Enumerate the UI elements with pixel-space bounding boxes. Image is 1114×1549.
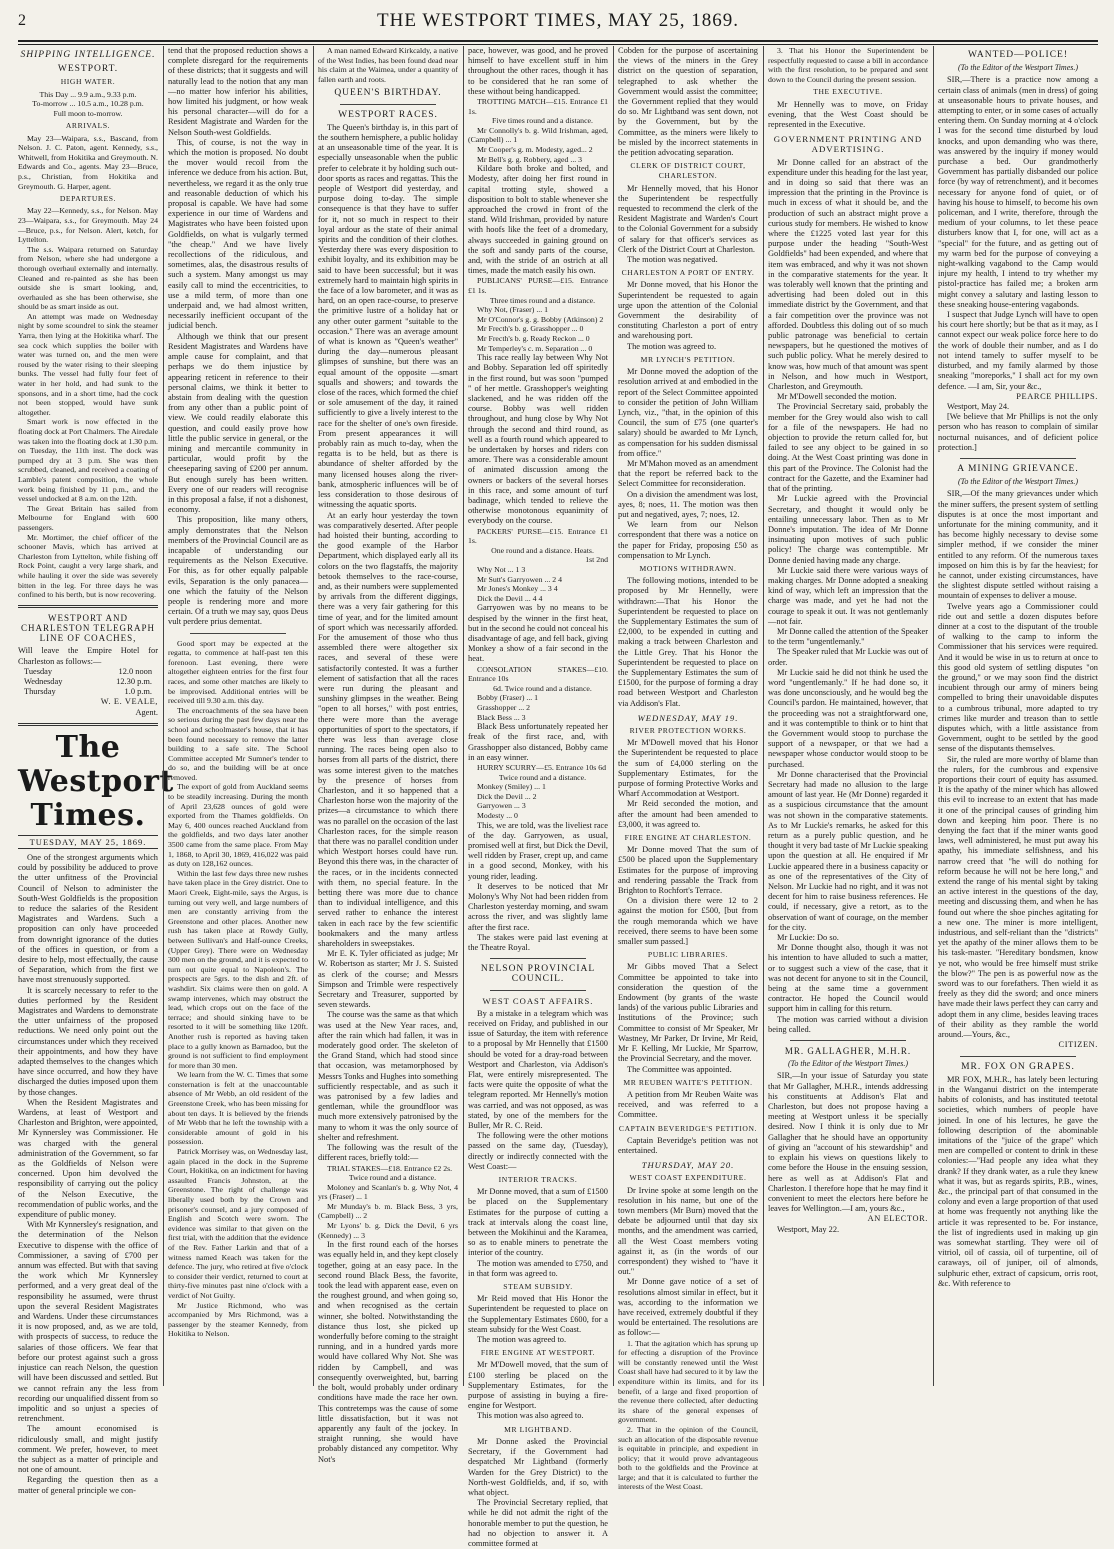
- shipping-paragraph: Mr. Mortimer, the chief officer of the schooner Mavis, which has arrived at Charleston from Lyttelton, while fishing off Rock Point, caught a very large shark, and while hauling it over the side was severely bitten in the leg. For three days he was confined to his berth, but is now recovering.: [18, 532, 158, 600]
- letter-signature: AN ELECTOR.: [867, 1214, 928, 1224]
- leader-paragraph: One of the strongest arguments which could by possibility be adduced to prove the utter unfitness of the Provincial Council of Nelson to administer the South-West Goldfields is the proposition to reduce the salaries of the Resident Magistrates and Wardens. Such a proposition can only have proceeded from downright ignorance of the duties of the offices in question, or from a desire to help, most effectually, the cause of Separation, which from the first we have most strenuously supported.: [18, 852, 158, 985]
- letter-subheading: (To the Editor of the Westport Times.): [957, 477, 1079, 487]
- arrivals-text: May 23—Waipara, s.s., Bascand, from Nelson. J. C. Paton, agent. Kennedy, s.s., Whitwell, from Hokitika and Greymouth. N. Edwards and Co., agents. May 23—Bruce, p.s., Christian, from Hokitika and Greymouth. G. Harper, agent.: [18, 133, 158, 191]
- letter-date: Westport, May 22.: [777, 1224, 840, 1234]
- council-paragraph: The motion was agreed to.: [627, 341, 717, 351]
- letter-paragraph: Sir, the ruled are more worthy of blame than the rulers, for the cumbrous and expensive proportions their court of equity has assumed. It is the apathy of the miner which has allowed this evil to increase to an extent that has made it one of the principal causes of grinding him down and keeping him poor. There is no denying the fact that if the miner wants good laws, well administered, he must put away his apathy, his immediate selfishness, and his narrow creed that "he will do nothing for reform because he will not be here long," and extend the range of his mental sight by taking an active interest in the questions of the day, meeting and discussing them, and when he has found out where the shoe pinches agitating for a new one. The miner is more intelligent, industrious, and self-reliant than the "districts" yet the apathy of the miner allows them to be his task-master. "Hereditary bondsmen, know ye not, who would be free himself must strike the blow?" The pen is as powerful now as the sword was to our forefathers. Then wield it as freely as they did the sword; and once miners have made their laws perfect they can carry and adopt them in any clime, besides leaving traces of their ability as they ramble the world around.—Yours, &c.,: [938, 754, 1098, 1040]
- news-paragraph: We learn from the W. C. Times that some consternation is felt at the unaccountable absence of Mr Webb, an old resident of the Greenstone Creek, who has been missing for about ten days. It is believed by the friends of Mr Webb that he left the township with a considerable amount of gold in his possession.: [168, 1070, 308, 1147]
- subheading: CLERK OF DISTRICT COURT, CHARLESTON.: [630, 161, 746, 181]
- subheading: STEAM SUBSIDY.: [503, 1282, 573, 1292]
- council-paragraph: A petition from Mr Reuben Waite was received, and was referred to a Committee.: [618, 1089, 758, 1120]
- council-paragraph: Mr Reid seconded the motion, and after the amount had been amended to £3,000, it was agreed to.: [618, 799, 758, 829]
- column-divider: [313, 46, 314, 1386]
- government-printing-heading: GOVERNMENT PRINTING AND ADVERTISING.: [773, 134, 923, 155]
- race-result-line: Modesty ... 0: [477, 810, 518, 820]
- coach-row: [18, 677, 158, 687]
- news-paragraph: Good sport may be expected at the regatta, to commence at half-past ten this forenoon. Last evening, there were altogether eighteen entries for the first four races, and some other matches are likely to be improvised. Additional entries will be received till 9.30 a.m. this day.: [168, 638, 308, 706]
- letter-subheading: (To the Editor of the Westport Times.): [957, 63, 1079, 73]
- races-paragraph: The following was the result of the different races, briefly told:—: [318, 1143, 458, 1163]
- news-paragraph: Within the last few days three new rushes have taken place in the Grey district. One to Maori Creek, Eight-mile, says the Argus, is turning out very well, and large numbers of men are constantly arriving from the Greenstone and other places. Another new rush has taken place at Rowdy Gully, between Sullivan's and Half-ounce Creeks, (Upper Grey). There were on Wednesday 300 men on the ground, and it is expected to turn out quite equal to Napoleon's. The prospects are 5grs. to the dish and 2ft. of washdirt. Six claims were then on gold. A swamp intervenes, which may obstruct the lead, which crops out on the face of the terrace; and should sinking have to be resorted to it will be something like 120ft. Another rush is reported as having taken place to a gully known as Barnadoo, but the ground is not sufficient to find employment for more than 30 men.: [168, 868, 308, 1070]
- races-paragraph: This race really lay between Why Not and Bobby. Separation led off spiritedly in the first round, but was soon "pumped " of her mettle. Grasshopper's weighting slackened, and he was ridden off the course. Bobby was well ridden throughout, and hung close by Why Not through the second and third round, as well as a fourth round which appeared to be undertaken by horses and riders con amore. There was a considerable amount of animated discussion among the owners or backers of the several horses in this race, and some amount of turf badinage, which tended to relieve the otherwise monotonous equanimity of everybody on the course.: [468, 353, 608, 526]
- race-result-line: Why Not, (Fraser) ... 1: [477, 305, 549, 315]
- high-water-line: To-morrow ... 10.5 a.m., 10.28 p.m.: [32, 99, 144, 109]
- council-paragraph: On a division the amendment was lost, ayes, 8; noes, 11. The motion was then put and negatived, ayes, 7; noes, 12.: [618, 489, 758, 519]
- council-paragraph: Mr Luckie agreed with the Provincial Secretary, and thought it would only be entailing unnecessary labor. Then as to Mr Donne's imputation. The idea of Mr Donne insinuating upon motives of such public policy! The charge was contemptible. Mr Donne denied having made any charge.: [768, 494, 928, 565]
- council-paragraph: Mr Donne called the attention of the Speaker to the term "ungentlemanly.": [768, 626, 928, 647]
- news-paragraph: A man named Edward Kirkcaldy, a native of the West Indies, has been found dead near his claim at the Waimea, under a quantity of fallen earth and roots.: [318, 46, 458, 84]
- letter-paragraph: SIR,—In your issue of Saturday you state that Mr Gallagher, M.H.R., intends addressing his constituents at Addison's Flat and Charleston, but does not propose having a meeting at Westport unless it be specially desired. Now I think it is only due to Mr Gallagher that he should have an opportunity of giving an "account of his stewardship" and to explain his views on questions likely to come before the House in the ensuing session, here as well as at Addison's Flat and Charleston. I therefore hope that he may find it convenient to meet the electors here before he leaves for Wellington.—I am, yours &c.,: [768, 1071, 928, 1214]
- mining-grievance-heading: A MINING GRIEVANCE.: [957, 463, 1079, 474]
- council-paragraph: On a division there were 12 to 2 against the motion for £500, [but from the rough memoranda which we have received, there seems to have been some smaller sum passed.]: [618, 896, 758, 947]
- council-paragraph: Mr M'Dowell moved, that the sum of £100 sterling be placed on the Supplementary Estimates, for the purpose of assisting in buying a fire-engine for Westport.: [468, 1360, 608, 1411]
- council-paragraph: The motion was carried without a division being called.: [768, 1014, 928, 1034]
- westport-subheading: WESTPORT.: [57, 64, 119, 75]
- council-paragraph: Mr Donne moved, that his Honor the Superintendent be requested to again urge upon the attention of the Colonial Government the desirability of constituting Charleston a port of entry and warehousing port.: [618, 280, 758, 341]
- council-paragraph: Mr Luckie said there were various ways of making charges. Mr Donne adopted a sneaking kind of way, which left an impression that the charge was made, and yet he had not the courage to speak it out. It was not gentlemanly—not fair.: [768, 565, 928, 626]
- shipping-paragraph: An attempt was made on Wednesday night by some scoundrel to sink the steamer Yarra, then lying at the Hokitika wharf. The sea cock which supplies the boiler with water was turned on, and the men were roused by the water rising to their sleeping bunks. The vessel had fully four feet of water in her hold, and had sunk to the sponsons, and in a short time, had the cock not been stopped, would have sunk altogether.: [18, 311, 158, 417]
- council-paragraph: Mr Donne gave notice of a set of resolutions almost similar in effect, but it was, according to the information we have received, extremely doubtful if they would be entertained. The resolutions are as follow:—: [618, 1277, 758, 1338]
- column-3: [318, 46, 459, 1464]
- race-result-line: Mr Lyons' b. g. Dick the Devil, 6 yrs (Kennedy) ... 3: [318, 1221, 458, 1240]
- leader-paragraph: When the Resident Magistrates and Wardens, at least of Westport and Charleston and Brighton, were appointed, Mr Kynnersley was Commissioner. He was charged with the general administration of the Government, so far as the Goldfields of Nelson were concerned. Upon him devolved the responsibility of carrying out the policy of the Nelson Executive, the recommendation of public works, and the expenditure of public money.: [18, 1097, 159, 1220]
- letter-paragraph: SIR,—Of the many grievances under which the miner suffers, the present system of settling disputes is at once the most important and unfortunate for the mining community, and it has become highly necessary to devise some simpler method, if we consider the miner entitled to any reform. Of the numerous taxes imposed on him this is by far the heaviest; for he cannot, under existing circumstances, have the slightest dispute settled without raising a mountain of expenses to deliver a mouse.: [938, 489, 1098, 601]
- races-paragraph: In the first round each of the horses was equally held in, and they kept closely together, going at an easy pace. In the second round Black Bess, the favorite, took the lead with apparent ease, even on the roughest ground, and when going so, and when recognised as the certain winner, she bolted. Notwithstanding the distance thus lost, she picked up wonderfully before coming to the straight running, and in a hundred yards more would have collared Why Not. She was ridden by Campbell, and was consequently overweighted, but, barring the bolt, would probably under ordinary conditions have made the race her own. This contretemps was the cause of some little dissatisfaction, but it was not apparently any fault of the jockey. In straight running, she would have probably distanced any competitor. Why Not's: [318, 1240, 459, 1464]
- date-heading: THURSDAY, MAY 20.: [641, 1160, 735, 1171]
- letter-paragraph: I suspect that Judge Lynch will have to open his court here shortly; but be that as it may, as I cannot expect our weak police force here to do the work of double their number, and as I do not intend tamely to suffer myself to be disturbed, and my family alarmed by those sneaking "moreporks," I shall act for my own defence. —I am, Sir, your &c.,: [938, 310, 1098, 391]
- masthead: The Westport Times.: [18, 729, 174, 833]
- provincial-council-heading: NELSON PROVINCIAL COUNCIL.: [480, 964, 596, 985]
- council-paragraph: 3. That his Honor the Superintendent be respectfully requested to cause a bill in accordance with the first resolution, to be prepared and sent down to the Council during the present session.: [768, 46, 928, 84]
- race-result-line: Dick the Devil ... 4 4: [477, 593, 543, 603]
- council-paragraph: Mr Hennelly moved, that his Honor the Superintendent be respectfully requested to recommend the clerk of the Resident Magistrate and Warden's Court to the Colonial Government for a subsidy of salary for that officer's services as Clerk of the District Court at Charleston.: [618, 183, 758, 254]
- section-rule: [490, 990, 586, 991]
- column-7: [938, 46, 1098, 1386]
- race-result-line: Garryowen ... 3: [477, 801, 526, 811]
- news-paragraph: Mr Justice Richmond, who was accompanied by Mrs Richmond, was a passenger by the steamer Kennedy, from Hokitika to Nelson.: [168, 1300, 308, 1339]
- race-result-line: TRIAL STAKES—£18. Entrance £2 2s.: [327, 1163, 453, 1173]
- shipping-heading: SHIPPING INTELLIGENCE.: [20, 50, 156, 60]
- council-paragraph: Mr M'Dowell moved that his Honor the Superintendent be requested to place the sum of £4,000 sterling on the Supplementary Estimates, for the purpose of forming Protective Works and Wharf Accommodation at Westport.: [618, 738, 758, 799]
- race-result-line: Twice round and a distance.: [498, 772, 587, 782]
- letter-paragraph: Twelve years ago a Commissioner could ride out and settle a dozen disputes before dinner at a cost to the disputant of the trouble of walking to the camp to inform the Commissioner that his services were required. And it would be wise in us to return at once to this good old system of settling disputes "on the ground," or we may soon find the district incubient through our army of miners being compelled to bring their unavoidable disputes to a cumbrous tribunal, more adapted to try crimes like murder and treason than to settle disputes which, with a little assistance from Government, ought to be settled by the good sense of the disputants themselves.: [938, 601, 1098, 754]
- council-paragraph: The Speaker ruled that Mr Luckie was out of order.: [768, 647, 928, 667]
- coach-time: 12.0 noon: [118, 666, 152, 676]
- council-paragraph: Mr Donne characterised that the Provincial Secretary had made no allusion to the large amount of last year. He (Mr Donne) regarded it as a suspicious circumstance that the amount was not shown in the comparative statements. As to Mr Luckie's remarks, he asked for this return as a purely public question, and he thought it very bad taste of Mr Luckie speaking upon the question at all. He enquired if Mr Luckie appeared there in a business capacity or as one of the representatives of the City of Nelson. Mr Luckie had no right, and it was not decent for him to raise business references. He could, if necessary, give a retort, as to the observation of want of courage, on the member for the city.: [768, 769, 928, 932]
- races-paragraph: Kildare both broke and bolted, and Modesty, after doing her first round in capital trotting style, showed a disposition to bolt to stable whenever she approached the crowd in front of the stand. Wild Irishman, provided by nature with hoofs like the feet of a dromedary, always succeeded in gaining ground on the soft and sandy parts of the course, and, with the stride of an ostrich at all times, made the match easily his own.: [468, 164, 608, 276]
- subheading: MOTIONS WITHDRAWN.: [639, 563, 737, 573]
- council-paragraph: By a mistake in a telegram which was received on Friday, and published in our issue of Saturday, the item with reference to a proposal by Mr Hennelly that £1500 should be voted for a dray-road between Westport and Charleston, via Addison's Flat, were entirely misrepresented. The facts were quite the opposite of what the telegram reported. Mr Hennelly's motion was carried, and was not opposed, as was stated, by one of the members for the Buller, Mr R. C. Reid.: [468, 1008, 608, 1130]
- coach-time: 12.30 p.m.: [116, 676, 152, 686]
- leader-paragraph: This proposition, like many others, amply demonstrates that the Nelson members of the Provincial Council are as incapable of understanding our requirements as the Nelson Executive. For this, as for other equally palpable evils, Separation is the only panacea—one which the fatuity of the Nelson people is rendering more and more certain. Of a truth we may say, quos Deus vult perdere prius dementat.: [168, 515, 308, 627]
- council-paragraph: 1. That the agitation which has sprung up for effecting a disruption of the Province will be constantly renewed until the West Coast shall have had secured to it by law the expenditure within its limits, and for its benefit, of a large and fixed proportion of the revenue there collected, after deducting its share of the general expenses of government.: [618, 1338, 758, 1425]
- west-coast-affairs-heading: WEST COAST AFFAIRS.: [482, 995, 594, 1006]
- race-result-line: Moloney and Scanlan's b. g. Why Not, 4 yrs (Fraser) ... 1: [318, 1182, 458, 1202]
- council-paragraph: The Provincial Secretary replied, that while he did not admit the right of the honorable member to put the question, he had no objection to answer it. A committee formed at: [468, 1498, 608, 1548]
- race-result-line: Mr Temperley's c. m. Separation ... 0: [477, 343, 593, 353]
- column-divider: [163, 46, 164, 1386]
- letter-signature: PEARCE PHILLIPS.: [1016, 391, 1098, 401]
- council-paragraph: The Provincial Secretary said, probably the member for the Grey would also wish to call for a file of the newspapers. He had no objection to provide the return called for, but failed to see any object to be gained in so doing. At the West Coast printing was done in this part of the Province. The Colonist had the contract for the Gazette, and the Examiner had that of the printing.: [768, 402, 928, 494]
- council-paragraph: 2. That in the opinion of the Council, such an allocation of the disposable revenue is equitable in principle, and expedient in policy; that it would prove advantageous both to the goldfields and the Province at large; and that it is calculated to further the interests of the West Coast.: [618, 1424, 758, 1492]
- council-paragraph: This motion was also agreed to.: [477, 1411, 584, 1421]
- race-result-line: Mr Bell's g. g. Robbery, aged ... 3: [477, 154, 583, 164]
- race-result-line: Grasshopper ... 2: [477, 702, 531, 712]
- column-6: [768, 46, 928, 1386]
- dateline: TUESDAY, MAY 25, 1869.: [18, 835, 158, 849]
- race-result-line: Mr Frecth's b. g. Ready Reckon ... 0: [477, 333, 590, 343]
- races-paragraph: The course was the same as that which was used at the New Year races, and, after the rain which had fallen, it was in moderately good order. The skeleton of the Grand Stand, which had stood since that occasion, was metamorphosed by Messrs Tonks and Hughes into something sufficiently respectable, and as such it was patronised by a few ladies and gentleman, while the groundfloor was much more extensively patronised by the many to whom it was the only source of shelter and refreshment.: [318, 1010, 459, 1142]
- column-5: [618, 46, 758, 1492]
- leader-paragraph: With Mr Kynnersley's resignation, and the determination of the Nelson Executive to dispense with the office of Commissioner, a saving of £700 per annum was effected. But with that saving the work which Mr Kynnersley performed, and a very great deal of the responsibility he assumed, were thrust upon the several Resident Magistrates and Wardens. Under these circumstances it is now proposed, and, as we are told, with prospects of success, to reduce the salaries of those officers. We fear that before our protest against such a gross injustice can reach Nelson, the question will have been discussed and settled. But we cannot refrain any the less from recording our unqualified dissent from so impolitic and so unjust a species of retrenchment.: [18, 1220, 158, 1424]
- council-paragraph: We learn from our Nelson correspondent that there was a notice on the paper for Friday, proposing £50 as compensation to Mr Lynch.: [618, 520, 758, 560]
- page-header: [18, 6, 1098, 38]
- leader-paragraph: tend that the proposed reduction shows a complete disregard for the requirements of these districts; that it suggests and will naturally lead to the notion that any man—no matter how inferior his abilities, how limited his judgment, or how weak his personal character—will do for a Resident Magistrate and Warden for the Nelson South-west Goldfields.: [168, 46, 308, 137]
- subheading: CHARLESTON A PORT OF ENTRY.: [621, 268, 755, 278]
- council-paragraph: Mr Luckie: Do so.: [777, 933, 839, 943]
- date-heading: WEDNESDAY, MAY 19.: [637, 712, 739, 723]
- departures-text: May 22—Kennedy, s.s., for Nelson. May 23—Waipara, s.s., for Greymouth. May 24—Bruce, p.s., for Nelson. Alert, ketch, for Lyttelton.: [18, 206, 158, 245]
- leader-paragraph: It is scarcely necessary to refer to the duties performed by the Resident Magistrates and Wardens to demonstrate the utter unfairness of the proposed reductions. We need only point out the circumstances under which they received their appointments, and how they have adapted themselves to the changes which have since occurred, and how they have discharged the duties imposed upon them by those changes.: [18, 985, 158, 1097]
- shipping-paragraph: The Great Britain has sailed from Melbourne for England with 600 passengers.: [18, 503, 158, 532]
- westport-races-heading: WESTPORT RACES.: [338, 109, 438, 120]
- section-rule: [18, 723, 158, 726]
- race-result-line: TROTTING MATCH—£15. Entrance £1 1s.: [468, 97, 608, 116]
- subheading: FIRE ENGINE AT CHARLESTON.: [624, 833, 752, 843]
- subheading: INTERIOR TRACKS.: [498, 1175, 578, 1185]
- section-rule: [490, 958, 586, 959]
- council-paragraph: Mr Donne thought also, though it was not his intention to have alluded to such a matter, or to suggest such a view of the case, that it was not decent for anyone to sit in the Council, being at the same time a government contractor. He hoped the Council would support him in calling for this return.: [768, 943, 928, 1014]
- section-rule: [790, 1040, 906, 1041]
- arrivals-heading: ARRIVALS.: [65, 121, 111, 131]
- council-paragraph: Captain Beveridge's petition was not entertained.: [618, 1135, 758, 1155]
- coach-time: 1.0 p.m.: [124, 687, 152, 697]
- article-paragraph: MR FOX, M.H.R., has lately been lecturing in the Wanganui district on the intemperate habits of colonists, and has instituted teetotal societies, which numbers of people have joined. In one of his lectures, he gave the following description of the abominable imitations of the "juice of the grape" which men are compelled or content to drink in these colonies:—"Had people any idea what they drank? If they drank water, as a rule they knew what it was, but as regards spirits, P.B., wines, &c., the principal part of that consumed in the colony and even a large proportion of that used at home was frequently not anything like the article it was represented to be. For instance, the list of ingredients used in making up gin was somewhat startling. They were oil of vitriol, oil of cassia, oil of turpentine, oil of caraways, oil of juniper, oil of almonds, sulphuric ether, extract of capsicum, orris root, &c. With reference to: [938, 1074, 1098, 1288]
- column-2: [168, 46, 308, 1386]
- section-rule: [960, 1056, 1076, 1057]
- council-paragraph: Mr Donne moved That the sum of £500 be placed upon the Supplementary Estimates for the purpose of improving and rendering passable the Track from Brighton to Rochfort's Terrace.: [618, 845, 758, 896]
- section-rule: [190, 633, 286, 634]
- race-result-line: Mr Connolly's b. g. Wild Irishman, aged, (Campbell) ... 1: [468, 125, 608, 145]
- subheading: THE EXECUTIVE.: [813, 87, 883, 97]
- leader-paragraph: Although we think that our present Resident Magistrates and Wardens have ample cause for complaint, and that perhaps we do them injustice by appearing reticent in reference to their personal claims, we think it better to abstain from dealing with the question from any other than a public point of view. We could readily elaborate this question, and could easily prove how little the public service in general, or the mining and mercantile community in particular, would profit by the cheeseparing saving of £200 per annum. But enough surely has been written. Every one of our readers will recognise in this proposal a false, if not a dishonest, economy.: [168, 331, 308, 515]
- race-result-line: 6d. Twice round and a distance.: [493, 683, 592, 693]
- council-paragraph: The motion was negatived.: [627, 255, 718, 265]
- column-1: [18, 46, 174, 1495]
- shipping-paragraph: Smart work is now effected in the floating dock at Port Chalmers. The Airedale was taken into the floating dock at 1.30 p.m. on Tuesday, the 11th inst. The dock was pumped dry at 3 p.m. She was then scrubbed, cleaned, and received a coating of Lamble's patent composition, the whole work being finished by 11 p.m., and the vessel undocked at 8 a.m. on the 12th.: [18, 417, 158, 504]
- column-divider: [933, 46, 934, 1386]
- council-paragraph: The following were the other motions passed on the same day, (Tuesday), directly or indirectly connected with the West Coast:—: [468, 1131, 608, 1171]
- race-result-line: Mr Frecth's b. g. Grasshopper ... 0: [477, 324, 584, 334]
- coach-agent: Agent.: [135, 707, 158, 717]
- race-result-line: CONSOLATION STAKES—£10. Entrance 10s: [468, 664, 608, 684]
- council-paragraph: Mr Donne asked the Provincial Secretary, if the Government had despatched Mr Lightband (formerly Warden for the Grey District) to the North-west Goldfields, and, if so, with what object.: [468, 1436, 608, 1497]
- subheading: MR REUBEN WAITE'S PETITION.: [623, 1077, 753, 1087]
- page-number: 2: [18, 12, 26, 29]
- council-paragraph: The following motions, intended to be proposed by Mr Hennelly, were withdrawn:—That his Honor the Superintendent be requested to place on the Supplementary Estimates the sum of £2,000, to be expended in cutting and making a track between Charleston and the Little Grey. That his Honor the Superintendent be requested to place on the Supplementary Estimates the sum of £1500, for the purpose of forming a dray road between Westport and Charleston via Addison's Flat.: [618, 576, 758, 708]
- high-water-line: Full moon to-morrow.: [53, 108, 123, 118]
- leader-paragraph: This, of course, is not the way in which the motion is proposed. No doubt the mover would recoil from the inference we deduce from his action. But, nevertheless, we regard it as the only true and reasonable deduction of which his proposal is capable. We have had some experience in our time of Wardens and Magistrates who have been foisted upon Goldfields, on what is vulgarly termed "the cheap." And we have lively recollections of the ridiculous, and sometimes, alas, the disastrous results of such a system. Many amongst us may easily call to mind the eccentricities, to use a mild term, of more than one underpaid and, we had almost written, necessarily inefficient occupant of the judicial bench.: [168, 137, 308, 331]
- coach-advert-text: Will leave the Empire Hotel for Charleston as follows:—: [18, 646, 158, 666]
- subheading: CAPTAIN BEVERIDGE'S PETITION.: [618, 1123, 758, 1133]
- subheading: MR LIGHTBAND.: [504, 1424, 572, 1434]
- race-result-line: PACKERS' PURSE—£15. Entrance £1 1s.: [468, 526, 608, 546]
- letter-subheading: (To the Editor of the Westport Times.): [787, 1059, 909, 1069]
- coach-row: [18, 667, 158, 677]
- council-paragraph: Mr Luckie said he did not think he used the word "ungentlemanly." If he had done so, it was done unconsciously, and he would beg the Council's pardon. He maintained, however, that the proceeding was not a straightforward one, and it was contemptible to think or to hint that the Government would stoop to purchase the support of a newspaper, or that we had a newspaper whose conductor would stoop to be purchased.: [768, 667, 928, 769]
- leader-paragraph: Regarding the question then as a matter of general principle we con-: [18, 1475, 158, 1495]
- letter-paragraph: SIR,—There is a practice now among a certain class of animals (men in dress) of going at unseasonable hours to private houses, and attempting to enter, or in some cases of actually entering them. On Sunday morning at 4 o'clock I was for the second time disturbed by loud knocks, and upon demanding who was there, was answered by the inquiry if money would purchase a bed. Our grandmotherly Government has partially disbanded our police force (by way of retrenchment), and it becomes necessary for anyone fond of quiet, or of having his house to himself, to become his own policeman, and I write, therefore, through the medium of your columns, to let these peace disturbers know that I, for one, will act as a "special" for the future, and as getting out of my warm bed for the purpose of conveying a night-walking vagabond to the Camp would injure my health, I intend to try whether my pistol-practice has failed me; a broken arm might convey a salutary and lasting lesson to these sneaking house-entering vagabonds.: [938, 75, 1098, 309]
- council-paragraph: Mr Reid moved that His Honor the Superintendent be requested to place on the Supplementary Estimates £600, for a steam subsidy for the West Coast.: [468, 1294, 608, 1334]
- subheading: RIVER PROTECTION WORKS.: [629, 726, 747, 735]
- shipping-paragraph: The s.s. Waipara returned on Saturday from Nelson, where she had undergone a thorough overhaul externally and internally. Cleaned and re-painted as she has been outside she is smart looking, and, overhauled as she has been otherwise, she should be as smart inside as out.: [18, 244, 158, 312]
- coach-signature: W. E. VEALE,: [100, 697, 158, 707]
- coach-day: Tuesday: [24, 666, 53, 676]
- race-result-line: HURRY SCURRY—£5. Entrance 10s 6d: [477, 762, 607, 772]
- news-paragraph: The export of gold from Auckland seems to be steadily increasing. During the month of April 23,628 ounces of gold were exported from the Thames goldfields. On May 6, 400 ounces reached Auckland from the goldfields, and two days later another 3500 came from the same place. From May 1, 1868, to April 30, 1869, 416,022 was paid as duty on 128,162 ounces.: [168, 782, 308, 869]
- race-result-line: 1st 2nd: [585, 555, 608, 565]
- race-result-line: Twice round and a distance.: [348, 1173, 437, 1183]
- newspaper-title: THE WESTPORT TIMES, MAY 25, 1869.: [377, 10, 739, 31]
- race-result-line: PUBLICANS' PURSE—£15. Entrance £1 1s.: [468, 276, 608, 295]
- subheading: PUBLIC LIBRARIES.: [647, 950, 729, 960]
- council-paragraph: Mr M'Dowell seconded the motion.: [777, 392, 897, 402]
- race-result-line: Mr Munday's b. m. Black Bess, 3 yrs, (Campbell) ... 2: [318, 1201, 458, 1221]
- council-paragraph: Cobden for the purpose of ascertaining the views of the miners in the Grey district on the question of separation, telegraphed to ask whether the Government would assist the committee; the Government replied that they would do so. Mr Lightband was sent down, not by the Government, but by the Committee, as the miners were likely to be misled by the incorrect statements in the petition advocating separation.: [618, 46, 758, 158]
- race-result-line: Five times round and a distance.: [492, 116, 593, 126]
- subheading: WEST COAST EXPENDITURE.: [629, 1173, 747, 1183]
- coach-day: Thursday: [24, 687, 56, 697]
- subheading: FIRE ENGINE AT WESTPORT.: [480, 1348, 596, 1358]
- letter-date: Westport, May 24.: [947, 401, 1010, 411]
- council-paragraph: Mr Gibbs moved That a Select Committee be appointed to take into consideration the question of the Endowment (by grants of the waste lands) of the various public Libraries and Institutions of the Province; such Committee to consist of Mr Speaker, Mr Wastney, Mr Parker, Dr Irvine, Mr Reid, Mr F. Kelling, Mr Luckie, Mr Sparrow, the Provincial Secretary, and the mover.: [618, 962, 758, 1064]
- races-paragraph: Black Bess unfortunately repeated her freak of the first race, and, with Grasshopper also distanced, Bobby came in an easy winner.: [468, 722, 608, 762]
- queens-birthday-heading: QUEEN'S BIRTHDAY.: [334, 88, 442, 99]
- council-paragraph: Mr Donne moved, that a sum of £1500 be placed on the Supplementary Estimates for the purpose of cutting a track at intervals along the coast line, between the Mokihinui and the Karamea, so as to enable miners to penetrate the interior of the country.: [468, 1187, 608, 1258]
- council-paragraph: Mr Donne called for an abstract of the expenditure under this heading for the last year, and in doing so said that there was an impression that the printing in the Province is much in excess of what it should be, and the production of such an abstract might prove a curious study for members. He wished to know where the £1225 voted last year for this purpose under the heading "South-West Goldfields" had been expended, and where that item was embraced, and why it was not shown in the comparative statements for the year. It was tolerably well known that the printing and advertising had been doled out in this immediate district by the Government, and that a fair competition over the province was not afforded. Doubtless this doling out of so much public patronage was beneficial to certain newspapers, but he questioned the motives of such public policy. What he merely desired to know was, how much of that amount was spent in Nelson, and how much in Westport, Charleston, and Greymouth.: [768, 157, 928, 392]
- header-rule: [18, 40, 1098, 45]
- gallagher-heading: MR. GALLAGHER, M.H.R.: [784, 1046, 912, 1057]
- race-result-line: Mr Jones's Monkey ... 3 4: [477, 584, 558, 594]
- fox-on-grapes-heading: MR. FOX ON GRAPES.: [961, 1061, 1075, 1072]
- council-paragraph: Mr Hennelly was to move, on Friday evening, that the West Coast should be represented in the Executive.: [768, 99, 928, 129]
- subheading: MR LYNCH'S PETITION.: [640, 354, 736, 364]
- coach-advert-heading: WESTPORT AND CHARLESTON TELEGRAPH LINE OF COACHES,: [21, 612, 155, 644]
- column-divider: [763, 46, 764, 1386]
- races-paragraph: At an early hour yesterday the town was comparatively deserted. After people had hoisted their bunting, according to the good example of the Harbor Department, which displayed early all its colors on the two flagstaffs, the majority betook themselves to the race-course, and, as their numbers were supplemented by arrivals from the different diggings, there was a very fair gathering for this time of year, and for the limited amount of sport which was necessarily afforded. For the amusement of those who thus assembled there were altogether six races, and several of these were satisfactorily contested. It was a further element of satisfaction that all the races were run during the pleasant and sunshiny glimpses in the weather. Being "open to all horses," with post entries, there were more than the average opportunities of sport to the spectators, if there was less than average close running. The races being open also to horses from all parts of the district, there was some interest given to the matches by the presence of horses from Charleston, and it so happened that a Charleston horse won the majority of the prizes—a circumstance to which there was no parallel on the occasion of the last Charleston races, for the simple reason that there was no parallel condition under which Westport horses could have run. Beyond this there was, in the character of the races, or in the incidents connected with them, no special feature. In the betting there was more due to chance than to individual intelligence, and this served rather to enhance the interest taken in each race by the few scientific bookmakers and the many artless shareholders in sweepstakes.: [318, 510, 459, 949]
- council-paragraph: Dr Irvine spoke at some length on the resolution in his name, but one of the town members (Mr Burn) moved that the debate be adjourned until that day six months, and the amendment was carried, all the West Coast members voting against it, as (in the words of our correspondent) they wished to "have it out.": [618, 1185, 758, 1277]
- council-paragraph: The motion was amended to £750, and in that form was agreed to.: [468, 1258, 608, 1278]
- races-paragraph: This, we are told, was the liveliest race of the day. Garryowen, as usual, promised well at first, but Dick the Devil, well ridden by Fraser, crept up, and came in a good second, Monkey, with his young rider, leading.: [468, 820, 608, 881]
- coach-row: [18, 687, 158, 697]
- editor-note: [We believe that Mr Phillips is not the only person who has reason to complain of similar nocturnal nuisances, and of deficient police protection.]: [938, 412, 1098, 452]
- race-result-line: Why Not ... 1 3: [477, 564, 526, 574]
- news-paragraph: The encroachments of the sea have been so serious during the past few days near the school and schoolmaster's house, that it has been found necessary to remove the latter building to a safe site. The School Committee accepted Mr Sumner's tender to do so, and the building will be at once removed.: [168, 705, 308, 782]
- council-paragraph: The motion was agreed to.: [477, 1335, 567, 1345]
- council-paragraph: Mr M'Mahon moved as an amendment that the report be referred back to the Select Committee for reconsideration.: [618, 458, 758, 489]
- column-divider: [463, 46, 464, 1386]
- section-rule: [340, 104, 436, 105]
- section-rule: [960, 458, 1076, 459]
- council-paragraph: The Committee was appointed.: [627, 1064, 732, 1074]
- races-paragraph: Mr E. K. Tyler officiated as judge; Mr W. Robertson as starter; Mr J. S. Suisted as clerk of the course; and Messrs Simpson and Trimble were respectively Secretary and Treasurer, supported by seven stewards.: [318, 949, 458, 1010]
- high-water-heading: HIGH WATER.: [60, 77, 116, 87]
- races-paragraph: The stakes were paid last evening at the Theatre Royal.: [468, 932, 608, 952]
- races-paragraph: It deserves to be noticed that Mr Molony's Why Not had been ridden from Charleston yesterday morning, and swam across the river, and was slightly lame after the first race.: [468, 881, 608, 932]
- news-paragraph: Patrick Morrisey was, on Wednesday last, again placed in the dock in the Supreme Court, Hokitika, on an indictment for having assaulted Francis Johnston, at the Greenstone. The right of challenge was liberally used both by the Crown and prisoner's counsel, and a jury composed of English and Scotch were sworn. The evidence was similar to that given on the first trial, with the addition that the evidence of the Rev. Father Larkin and that of a witness named Keach was taken for the defence. The jury, who retired at five o'clock to consider their verdict, returned to court at thirty-five minutes past nine o'clock with a verdict of Not Guilty.: [168, 1147, 308, 1300]
- section-rule: [18, 605, 158, 608]
- races-paragraph: The Queen's birthday is, in this part of the southern hemisphere, a public holiday at an unseasonable time of the year. It is especially unseasonable when the public prefer to celebrate it by holding such out-door sports as races and regattas. This the people of Westport did yesterday, and purpose doing to-day. The simple consequence is that they have to suffer for it, not so much in respect to their loyal ardour as the state of their animal spirits and the condition of their clothes. Yesterday there was every disposition to exhibit loyalty, and its exhibition may be said to have been successful; but it was extremely hard to maintain high spirits in the face of a low barometer, and it was as hard, on an open race-course, to preserve the primitive lustre of a holiday hat or any other outer garment "suitable to the occasion." There was an average amount of what is known as "Queen's weather" during the day—numerous pleasant glimpses of sunshine, but there was an equal amount of the opposite —smart squalls and showers; and towards the close of the races, which formed the chief or sole amusement of the day, it rained sufficiently to give a lively interest to the race for the shelter of one's own fireside. From present appearances it will probably rain as much to-day, when the regatta is to be held, but as there is abundance of shelter afforded by the many licensed houses along the river-bank, atmospheric influences will be of less consideration to those desirous of witnessing the aquatic sports.: [318, 122, 459, 510]
- race-result-line: Three times round and a distance.: [489, 295, 596, 305]
- wanted-police-heading: WANTED—POLICE!: [967, 50, 1068, 60]
- coach-day: Wednesday: [24, 676, 63, 686]
- race-result-line: Black Bess ... 3: [477, 712, 526, 722]
- departures-heading: DEPARTURES.: [59, 194, 117, 204]
- council-paragraph: Mr Donne moved the adoption of the resolution arrived at and embodied in the report of the Select Committee appointed to consider the petition of John William Lynch, viz., "that, in the opinion of this Council, the sum of £75 (one quarter's salary) should be awarded to Mr Lynch, as compensation for his sudden dismissal from office.": [618, 367, 758, 458]
- high-water-line: This Day ... 9.9 a.m., 9.33 p.m.: [39, 89, 137, 99]
- race-result-line: Mr O'Connor's g. g. Bobby (Atkinson) 2: [477, 314, 604, 324]
- race-result-line: Dick the Devil ... 2: [477, 791, 537, 801]
- race-result-line: Mr Sutt's Garryowen ... 2 4: [477, 574, 562, 584]
- race-result-line: Bobby (Fraser) ... 1: [477, 693, 539, 703]
- column-4: [468, 46, 609, 1548]
- races-paragraph: pace, however, was good, and he proved himself to have excellent stuff in him throughout the other races, though it has to be considered that he ran some of these without being handicapped.: [468, 46, 608, 96]
- leader-paragraph: The amount economised is ridiculously small, and might justify comment. We prefer, however, to meet the subject as a matter of principle and not one of amount.: [18, 1424, 158, 1475]
- race-result-line: Mr Cooper's g. m. Modesty, aged... 2: [477, 144, 593, 154]
- races-paragraph: Garryowen was by no means to be despised by the winner in the first heat, but in the second he could not conceal his disadvantage of age, and fell back, giving Monkey a show of a fair second in the heat.: [468, 603, 609, 664]
- race-result-line: Monkey (Smiley) ... 1: [477, 782, 546, 792]
- race-result-line: One round and a distance. Heats.: [491, 545, 594, 555]
- column-divider: [613, 46, 614, 1386]
- letter-signature: CITIZEN.: [1058, 1040, 1098, 1050]
